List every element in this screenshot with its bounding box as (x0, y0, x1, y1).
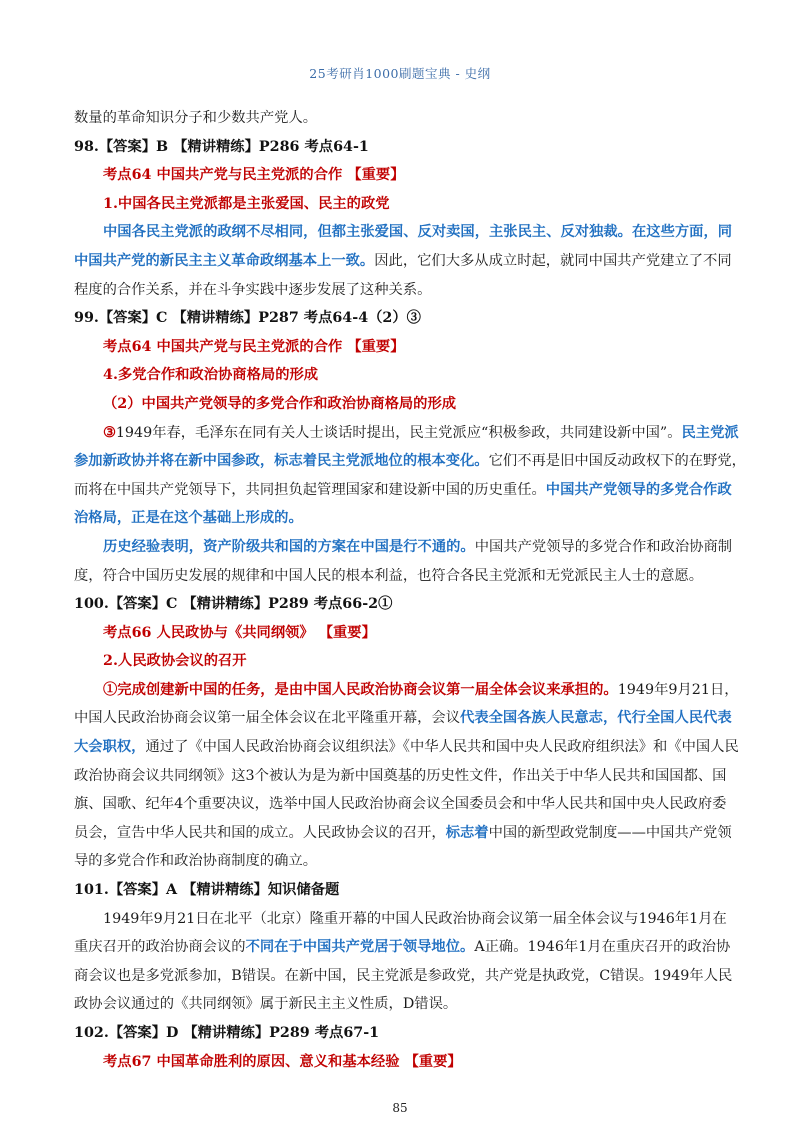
body-text: 导的多党合作和政治协商制度的确立。 (74, 853, 318, 870)
key-point-text: 2.人民政协会议的召开 (103, 653, 247, 670)
body-text: 政协会议通过的《共同纲领》属于新民主主义性质，D错误。 (74, 996, 458, 1013)
key-point-text: 考点67 中国革命胜利的原因、意义和基本经验 【重要】 (103, 1053, 462, 1070)
text-line (74, 562, 728, 591)
body-text: 而将在中国共产党领导下，共同担负起管理国家和建设新中国的历史重任。 (74, 481, 546, 498)
body-text: 它们不再是旧中国反动政权下的在野党， (488, 453, 746, 470)
body-text: A正确。1946年1月在重庆召开的政治协 (474, 939, 731, 956)
highlight-text: 中国共产党的新民主主义革命政纲基本上一致。 (74, 252, 375, 269)
text-line (74, 361, 728, 390)
body-text: 1949年春，毛泽东在同有关人士谈话时提出，民主党派应“积极参政，共同建设新中国”。 (115, 424, 682, 441)
text-line (74, 876, 728, 905)
text-line (74, 161, 728, 190)
body-text: 1949年9月21日在北平（北京）隆重开幕的中国人民政治协商会议第一届全体会议与1946年1月在 (103, 910, 727, 927)
text-line (74, 304, 728, 333)
key-point-text: 考点64 中国共产党与民主党派的合作 【重要】 (103, 338, 405, 355)
text-line (74, 847, 728, 876)
text-line (74, 619, 728, 648)
text-line (74, 447, 746, 476)
key-point-text: 考点66 人民政协与《共同纲领》 【重要】 (103, 624, 376, 641)
body-text: 政治协商会议共同纲领》这3个被认为是为新中国奠基的历史性文件，作出关于中华人民共和国国都、国 (74, 767, 727, 784)
text-line (74, 647, 728, 676)
answer-heading: 99.【答案】C 【精讲精练】P287 考点64-4（2）③ (74, 310, 421, 327)
text-line (74, 133, 728, 162)
key-point-text: （2）中国共产党领导的多党合作和政治协商格局的形成 (103, 395, 457, 412)
body-text: 程度的合作关系，并在斗争实践中逐步发展了这种关系。 (74, 281, 432, 298)
highlight-text: 不同在于中国共产党居于领导地位。 (245, 939, 475, 956)
body-text: 通过了《中国人民政治协商会议组织法》《中华人民共和国中央人民政府组织法》和《中国人民 (145, 739, 739, 756)
text-line (74, 190, 728, 219)
text-line (74, 676, 739, 705)
text-line (74, 905, 728, 934)
text-line (74, 390, 728, 419)
key-point-text: 考点64 中国共产党与民主党派的合作 【重要】 (103, 167, 405, 184)
answer-heading: 98.【答案】B 【精讲精练】P286 考点64-1 (74, 138, 369, 155)
text-line (74, 476, 732, 505)
body-text: 中国的新型政党制度——中国共产党领 (488, 824, 732, 841)
text-line (74, 276, 728, 305)
highlight-text: 代表全国各族人民意志，代行全国人民代表 (460, 710, 732, 727)
text-line (74, 790, 728, 819)
body-text: 1949年9月21日， (617, 681, 739, 698)
body-text: 中国人民政治协商会议第一届全体会议在北平隆重开幕，会议 (74, 710, 461, 727)
text-line (74, 762, 728, 791)
highlight-text: 大会职权， (74, 739, 146, 756)
body-text: 商会议也是多党派参加，B错误。在新中国，民主党派是参政党，共产党是执政党，C错误。1949年人民 (74, 967, 733, 984)
answer-text-body (74, 104, 746, 1076)
highlight-text: 中国各民主党派的政纲不尽相同，但都主张爱国、反对卖国，主张民主、反对独裁。在这些方面，同 (103, 224, 733, 241)
body-text: 旗、国歌、纪年4个重要决议，选举中国人民政治协商会议全国委员会和中华人民共和国中央人民政府委 (74, 796, 727, 813)
body-text: 度，符合中国历史发展的规律和中国人民的根本利益，也符合各民主党派和无党派民主人士的意愿。 (74, 567, 704, 584)
text-line (74, 962, 733, 991)
text-line (74, 218, 733, 247)
answer-heading: 101.【答案】A 【精讲精练】知识储备题 (74, 882, 340, 899)
body-text: 中国共产党领导的多党合作和政治协商制 (474, 538, 733, 555)
body-text: 员会，宣告中华人民共和国的成立。人民政协会议的召开， (74, 824, 446, 841)
text-line (74, 590, 728, 619)
text-line (74, 1019, 728, 1048)
text-line (74, 247, 732, 276)
text-line (74, 704, 732, 733)
key-point-text: ③ (103, 424, 116, 441)
body-text: 因此，它们大多从成立时起，就同中国共产党建立了不同 (374, 252, 732, 269)
highlight-text: 治格局，正是在这个基础上形成的。 (74, 510, 303, 527)
text-line (74, 419, 739, 448)
text-line (74, 104, 728, 133)
text-line (74, 733, 739, 762)
key-point-text: 4.多党合作和政治协商格局的形成 (103, 367, 319, 384)
answer-heading: 100.【答案】C 【精讲精练】P289 考点66-2① (74, 596, 393, 613)
answer-heading: 102.【答案】D 【精讲精练】P289 考点67-1 (74, 1025, 380, 1041)
text-line (74, 333, 728, 362)
page-header: 25考研肖1000刷题宝典 - 史纲 (309, 66, 491, 81)
body-text: 数量的革命知识分子和少数共产党人。 (74, 110, 318, 126)
text-line (74, 819, 732, 848)
highlight-text: 标志着 (445, 824, 489, 841)
text-line (74, 1048, 728, 1077)
text-line (74, 504, 728, 533)
page-number: 85 (392, 1101, 408, 1115)
key-point-text: 1.中国各民主党派都是主张爱国、民主的政党 (103, 195, 390, 212)
highlight-text: 参加新政协并将在新中国参政，标志着民主党派地位的根本变化。 (74, 453, 489, 470)
highlight-text: 民主党派 (681, 424, 739, 441)
text-line (74, 990, 728, 1019)
key-point-text: ①完成创建新中国的任务，是由中国人民政治协商会议第一届全体会议来承担的。 (103, 681, 618, 698)
highlight-text: 历史经验表明，资产阶级共和国的方案在中国是行不通的。 (103, 538, 475, 555)
text-line (74, 533, 733, 562)
highlight-text: 中国共产党领导的多党合作政 (545, 481, 732, 498)
body-text: 重庆召开的政治协商会议的 (74, 939, 246, 956)
text-line (74, 933, 731, 962)
